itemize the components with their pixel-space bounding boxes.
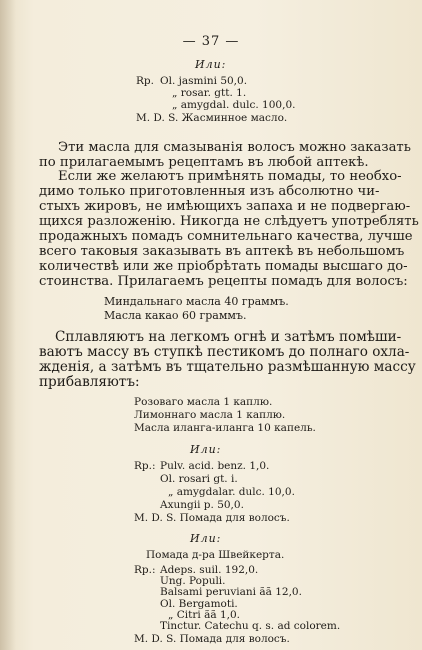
recipe-line: „ amygdal. dulc. 100,0. <box>172 99 296 111</box>
paragraph-line: Сплавляютъ на легкомъ огнѣ и затѣмъ помѣши- <box>55 329 402 345</box>
recipe-line: Ol. jasmini 50,0. <box>160 75 248 87</box>
recipe-title: Помада д-ра Швейкерта. <box>146 549 285 561</box>
paragraph-line: Если же желаютъ примѣнять помады, то необхо- <box>58 169 402 184</box>
paragraph-line: по прилагаемымъ рецептамъ въ любой аптекѣ. <box>39 155 369 170</box>
recipe-line: Balsami peruviani ãã 12,0. <box>160 586 302 599</box>
paragraph-line: прибавляютъ: <box>39 374 140 390</box>
addition-line: Масла иланга-иланга 10 капель. <box>134 422 316 434</box>
recipe-mds: M. D. S. Жасминное масло. <box>136 112 288 124</box>
paragraph-line: жденія, а затѣмъ въ тщательно размѣшанную массу <box>39 359 416 375</box>
recipe-line: „ amygdalar. dulc. 10,0. <box>168 486 295 498</box>
recipe-line: Tinctur. Catechu q. s. ad colorem. <box>160 620 341 632</box>
paragraph-line: всего таковыя заказывать въ аптекѣ въ небольшомъ <box>39 244 405 259</box>
section-heading-ili: Или: <box>190 532 222 545</box>
paragraph-line: стоинства. Прилагаемъ рецепты помадъ для волосъ: <box>39 274 408 289</box>
paragraph-line: димо только приготовленныя изъ абсолютно чи- <box>39 184 380 199</box>
page-gutter-shadow <box>0 0 16 650</box>
paragraph-line: ваютъ массу въ ступкѣ пестикомъ до полнаго охла- <box>39 344 410 360</box>
paragraph-line: продажныхъ помадъ сомнительнаго качества, лучше <box>39 229 413 244</box>
recipe-line: Ung. Populi. <box>160 575 226 588</box>
paragraph-line: Эти масла для смазыванія волосъ можно заказать <box>58 140 411 155</box>
recipe-line: „ Citri ãã 1,0. <box>168 608 240 621</box>
recipe-line: Pulv. acid. benz. 1,0. <box>160 460 270 472</box>
recipe-line: Ol. Bergamoti. <box>160 597 238 610</box>
paragraph-line: стыхъ жировъ, не имѣющихъ запаха и не подвергаю- <box>39 199 411 214</box>
ingredient-line: Масла какао 60 граммъ. <box>104 309 247 322</box>
paragraph-line: количествѣ или же пріобрѣтать помады высшаго до- <box>39 259 408 274</box>
section-heading-ili: Или: <box>195 58 227 71</box>
paragraph-line: щихся разложенію. Никогда не слѣдуетъ употреблять <box>39 214 419 229</box>
recipe-mds: M. D. S. Помада для волосъ. <box>134 633 290 646</box>
recipe-line: „ rosar. gtt. 1. <box>172 87 247 99</box>
recipe-line: Adeps. suil. 192,0. <box>160 564 259 576</box>
recipe-line: Axungii p. 50,0. <box>160 499 244 511</box>
recipe-mds: M. D. S. Помада для волосъ. <box>134 512 290 524</box>
ingredient-line: Миндальнаго масла 40 граммъ. <box>104 295 289 308</box>
rp-label: Rp. <box>136 75 154 87</box>
addition-line: Розоваго масла 1 каплю. <box>134 396 273 408</box>
page-number: — 37 — <box>182 34 240 49</box>
section-heading-ili: Или: <box>190 443 222 456</box>
rp-label: Rp.: <box>134 460 156 472</box>
addition-line: Лимоннаго масла 1 каплю. <box>134 409 286 421</box>
rp-label: Rp.: <box>134 564 156 576</box>
recipe-line: Ol. rosari gt. i. <box>160 473 238 485</box>
